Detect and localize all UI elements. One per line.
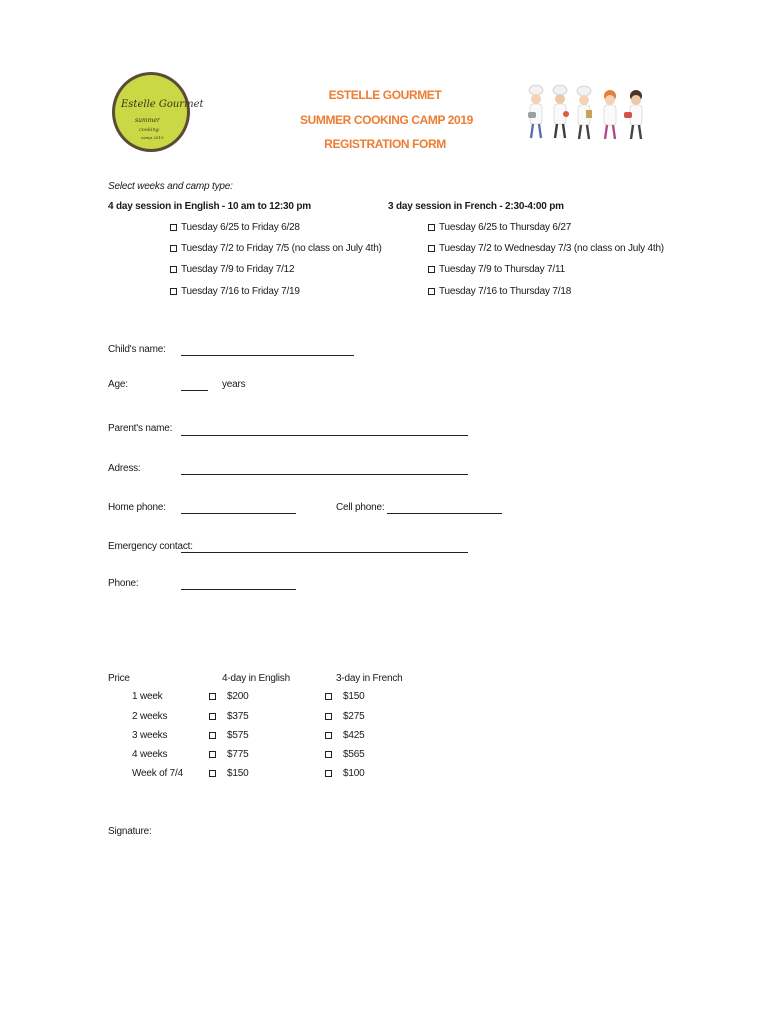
checkbox-icon[interactable] (325, 693, 332, 700)
checkbox-icon[interactable] (209, 770, 216, 777)
french-session-heading: 3 day session in French - 2:30-4:00 pm (388, 201, 564, 212)
english-price-option[interactable]: $375 (209, 711, 248, 722)
french-price-option[interactable]: $425 (325, 730, 364, 741)
chef-kid-icon (577, 86, 592, 139)
chef-kids-illustration (524, 82, 652, 148)
price-label: Price (108, 673, 130, 684)
parent-name-label: Parent's name: (108, 423, 173, 434)
french-price-option[interactable]: $150 (325, 691, 364, 702)
logo-text: Estelle Gourmet (121, 99, 204, 110)
english-price-option[interactable]: $575 (209, 730, 248, 741)
english-option[interactable]: Tuesday 7/2 to Friday 7/5 (no class on July 4th) (170, 243, 382, 254)
child-name-label: Child's name: (108, 344, 166, 355)
english-option[interactable]: Tuesday 7/16 to Friday 7/19 (170, 286, 300, 297)
english-price-option[interactable]: $775 (209, 749, 248, 760)
home-phone-field[interactable] (181, 513, 296, 514)
checkbox-icon[interactable] (325, 770, 332, 777)
checkbox-icon[interactable] (209, 713, 216, 720)
checkbox-icon[interactable] (170, 245, 177, 252)
logo-text: summer (135, 117, 160, 124)
french-price-option[interactable]: $565 (325, 749, 364, 760)
camp-logo (112, 72, 204, 152)
price-row-label: 1 week (132, 691, 163, 702)
chef-kid-icon (528, 85, 543, 138)
french-option[interactable]: Tuesday 7/9 to Thursday 7/11 (428, 264, 565, 275)
signature-label: Signature: (108, 826, 152, 837)
checkbox-icon[interactable] (170, 224, 177, 231)
english-session-heading: 4 day session in English - 10 am to 12:30 pm (108, 201, 311, 212)
price-row-label: 3 weeks (132, 730, 168, 741)
english-option[interactable]: Tuesday 6/25 to Friday 6/28 (170, 222, 300, 233)
english-price-option[interactable]: $200 (209, 691, 248, 702)
cell-phone-field[interactable] (387, 513, 502, 514)
emergency-contact-field[interactable] (181, 552, 468, 553)
chef-kid-icon (624, 90, 642, 139)
french-option[interactable]: Tuesday 7/2 to Wednesday 7/3 (no class on July 4th) (428, 243, 664, 254)
checkbox-icon[interactable] (209, 751, 216, 758)
checkbox-icon[interactable] (325, 713, 332, 720)
years-label: years (222, 379, 246, 390)
address-label: Adress: (108, 463, 141, 474)
title-line-1: ESTELLE GOURMET (328, 88, 442, 102)
checkbox-icon[interactable] (428, 266, 435, 273)
phone-label: Phone: (108, 578, 139, 589)
checkbox-icon[interactable] (325, 732, 332, 739)
french-price-option[interactable]: $275 (325, 711, 364, 722)
title-line-3: REGISTRATION FORM (324, 137, 446, 151)
age-label: Age: (108, 379, 128, 390)
checkbox-icon[interactable] (209, 693, 216, 700)
checkbox-icon[interactable] (170, 288, 177, 295)
french-option[interactable]: Tuesday 7/16 to Thursday 7/18 (428, 286, 571, 297)
checkbox-icon[interactable] (209, 732, 216, 739)
checkbox-icon[interactable] (428, 288, 435, 295)
age-field[interactable] (181, 390, 208, 391)
logo-text: camp 2019 (141, 135, 164, 140)
instructions: Select weeks and camp type: (108, 181, 233, 192)
address-field[interactable] (181, 474, 468, 475)
phone-field[interactable] (181, 589, 296, 590)
price-row-label: 4 weeks (132, 749, 168, 760)
title-line-2: SUMMER COOKING CAMP 2019 (300, 113, 473, 127)
english-price-option[interactable]: $150 (209, 768, 248, 779)
french-price-header: 3-day in French (336, 673, 403, 684)
price-row-label: Week of 7/4 (132, 768, 183, 779)
price-row-label: 2 weeks (132, 711, 168, 722)
checkbox-icon[interactable] (170, 266, 177, 273)
home-phone-label: Home phone: (108, 502, 166, 513)
checkbox-icon[interactable] (428, 224, 435, 231)
child-name-field[interactable] (181, 355, 354, 356)
parent-name-field[interactable] (181, 435, 468, 436)
french-option[interactable]: Tuesday 6/25 to Thursday 6/27 (428, 222, 571, 233)
checkbox-icon[interactable] (428, 245, 435, 252)
english-option[interactable]: Tuesday 7/9 to Friday 7/12 (170, 264, 294, 275)
chef-kid-icon (553, 85, 569, 138)
english-price-header: 4-day in English (222, 673, 290, 684)
french-price-option[interactable]: $100 (325, 768, 364, 779)
logo-text: cooking (139, 127, 159, 133)
emergency-contact-label: Emergency contact: (108, 541, 193, 552)
checkbox-icon[interactable] (325, 751, 332, 758)
chef-kid-icon (604, 90, 616, 139)
cell-phone-label: Cell phone: (336, 502, 385, 513)
